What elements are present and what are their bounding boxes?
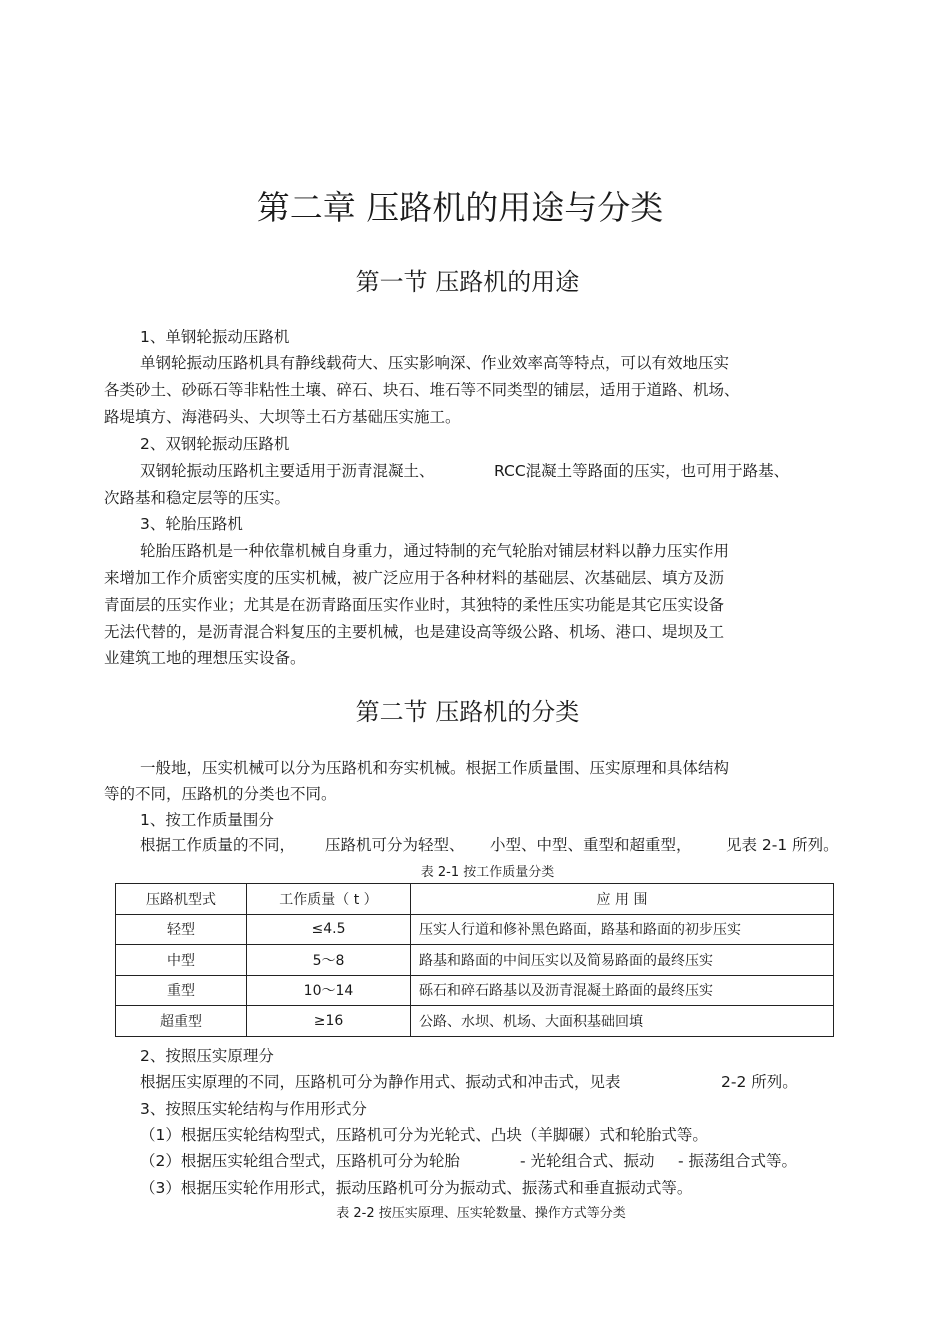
table-2-1 [115, 883, 834, 1037]
cell-mass: 10～14 [247, 975, 411, 1006]
col-header-mass: 工作质量（ t ） [247, 884, 411, 915]
cell-usage: 公路、水坝、机场、大面积基础回填 [411, 1006, 834, 1037]
cell-mass: ≥16 [247, 1006, 411, 1037]
by-mass-text: 小型、中型、重型和超重型， [490, 836, 692, 854]
item1-line: 各类砂土、砂砾石等非粘性土壤、碎石、块石、堆石等不同类型的铺层，适用于道路、机场、 [104, 381, 740, 399]
by-structure-item: （2）根据压实轮组合型式，压路机可分为轮胎 [140, 1152, 460, 1170]
cell-type: 重型 [116, 975, 247, 1006]
by-principle-heading: 2、按照压实原理分 [140, 1047, 274, 1065]
item2-line: 次路基和稳定层等的压实。 [104, 489, 291, 507]
item3-line: 业建筑工地的理想压实设备。 [104, 649, 306, 667]
item3-line: 轮胎压路机是一种依靠机械自身重力，通过特制的充气轮胎对铺层材料以静力压实作用 [140, 542, 730, 560]
item2-line: 双钢轮振动压路机主要适用于沥青混凝土、 [140, 462, 435, 480]
table-row [116, 914, 834, 945]
by-mass-text: 见表 2-1 所列。 [726, 836, 839, 854]
by-principle-text: 2-2 所列。 [721, 1073, 798, 1091]
table-row [116, 1006, 834, 1037]
cell-mass: 5～8 [247, 945, 411, 976]
cell-type: 超重型 [116, 1006, 247, 1037]
cell-usage: 砾石和碎石路基以及沥青混凝土路面的最终压实 [411, 975, 834, 1006]
by-structure-item: （1）根据压实轮结构型式，压路机可分为光轮式、凸块（羊脚碾）式和轮胎式等。 [140, 1126, 708, 1144]
table-row [116, 945, 834, 976]
by-structure-item: - 振荡组合式等。 [678, 1152, 798, 1170]
item2-heading: 2、双钢轮振动压路机 [140, 435, 290, 453]
cell-mass: ≤4.5 [247, 914, 411, 945]
item1-line: 单钢轮振动压路机具有静线载荷大、压实影响深、作业效率高等特点，可以有效地压实 [140, 354, 730, 372]
by-structure-item: - 光轮组合式、振动 [520, 1152, 655, 1170]
section1-title: 第一节 压路机的用途 [355, 268, 580, 296]
cell-type: 轻型 [116, 914, 247, 945]
item1-heading: 1、单钢轮振动压路机 [140, 328, 290, 346]
table2-caption: 表 2-2 按压实原理、压实轮数量、操作方式等分类 [336, 1206, 626, 1221]
by-principle-text: 根据压实原理的不同，压路机可分为静作用式、振动式和冲击式，见表 [140, 1073, 621, 1091]
item3-heading: 3、轮胎压路机 [140, 515, 243, 533]
by-mass-heading: 1、按工作质量围分 [140, 811, 274, 829]
table1-caption: 表 2-1 按工作质量分类 [420, 865, 555, 880]
col-header-type: 压路机型式 [116, 884, 247, 915]
table-header-row [116, 884, 834, 915]
section2-title: 第二节 压路机的分类 [355, 698, 580, 726]
item3-line: 来增加工作介质密实度的压实机械，被广泛应用于各种材料的基础层、次基础层、填方及沥 [104, 569, 725, 587]
cell-usage: 路基和路面的中间压实以及简易路面的最终压实 [411, 945, 834, 976]
by-mass-text: 压路机可分为轻型、 [325, 836, 465, 854]
by-structure-item: （3）根据压实轮作用形式，振动压路机可分为振动式、振荡式和垂直振动式等。 [140, 1179, 693, 1197]
item2-line: RCC混凝土等路面的压实，也可用于路基、 [494, 462, 790, 480]
col-header-usage: 应 用 围 [411, 884, 834, 915]
by-mass-text: 根据工作质量的不同， [140, 836, 296, 854]
chapter-title: 第二章 压路机的用途与分类 [256, 188, 664, 227]
item1-line: 路堤填方、海港码头、大坝等土石方基础压实施工。 [104, 408, 461, 426]
item3-line: 青面层的压实作业；尤其是在沥青路面压实作业时，其独特的柔性压实功能是其它压实设备 [104, 596, 725, 614]
section2-intro-line: 等的不同，压路机的分类也不同。 [104, 785, 337, 803]
table-row [116, 975, 834, 1006]
cell-usage: 压实人行道和修补黑色路面，路基和路面的初步压实 [411, 914, 834, 945]
item3-line: 无法代替的，是沥青混合料复压的主要机械，也是建设高等级公路、机场、港口、堤坝及工 [104, 623, 725, 641]
cell-type: 中型 [116, 945, 247, 976]
by-structure-heading: 3、按照压实轮结构与作用形式分 [140, 1100, 367, 1118]
section2-intro-line: 一般地，压实机械可以分为压路机和夯实机械。根据工作质量围、压实原理和具体结构 [140, 759, 730, 777]
